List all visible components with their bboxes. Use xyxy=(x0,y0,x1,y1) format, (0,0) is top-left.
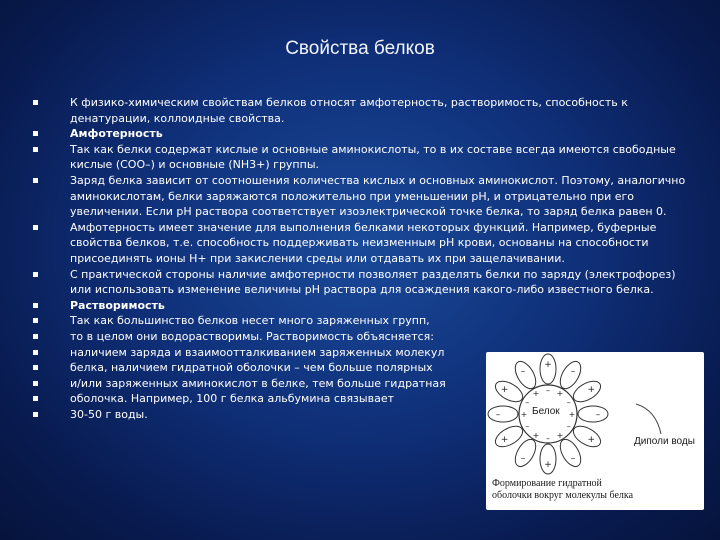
bullet-item xyxy=(33,126,688,142)
bullet-item xyxy=(33,329,490,345)
bullet-heading: Амфотерность xyxy=(70,127,163,141)
dipole-charge-sign: – xyxy=(570,366,576,377)
bullet-marker xyxy=(33,100,38,105)
bullet-marker xyxy=(33,303,38,308)
bullet-item xyxy=(33,95,688,126)
dipole-charge-sign: + xyxy=(544,460,552,470)
bullet-text: Так как большинство белков несет много заряженных групп, xyxy=(70,314,430,328)
figure-caption-line1: Формирование гидратной xyxy=(492,478,602,489)
bullet-item xyxy=(33,345,490,361)
bullet-marker xyxy=(33,318,38,323)
bullet-marker xyxy=(33,225,38,230)
dipole-charge-sign: + xyxy=(500,385,509,395)
hydration-shell-figure xyxy=(486,352,704,510)
bullet-item xyxy=(33,173,688,220)
bullet-item xyxy=(33,267,688,298)
bullet-marker xyxy=(33,381,38,386)
protein-charge-sign: – xyxy=(546,386,550,395)
slide-title: Свойства белков xyxy=(285,38,435,59)
bullet-marker xyxy=(33,272,38,277)
bullet-text: К физико-химическим свойствам белков относят амфотерность, растворимость, способность к денатурации, коллоидные свойства. xyxy=(70,96,628,125)
water-dipole xyxy=(488,406,518,422)
bullet-text: наличием заряда и взаимоотталкиванием заряженных молекул xyxy=(70,345,445,359)
water-dipole xyxy=(578,406,608,422)
bullet-text: белка, наличием гидратной оболочки – чем больше полярных xyxy=(70,361,433,375)
bullet-item xyxy=(33,142,688,173)
bullet-marker xyxy=(33,396,38,401)
protein-charge-sign: + xyxy=(556,389,564,399)
protein-charge-sign: + xyxy=(568,410,576,419)
dipole-charge-sign: + xyxy=(544,360,552,370)
bullet-item xyxy=(33,313,490,329)
bullet-text: 30-50 г воды. xyxy=(70,407,148,421)
protein-charge-sign: – xyxy=(566,398,571,407)
bullet-item xyxy=(33,376,490,392)
bullet-marker xyxy=(33,131,38,136)
dipole-charge-sign: – xyxy=(595,410,601,420)
bullet-text: Амфотерность имеет значение для выполнения белками некоторых функций. Например, буферные свойства белков, т.е. способность поддерживать неизменным рН крови, основаны на способности присоединять ионы Н+ при закислении среды или отдавать их при защелачивании. xyxy=(70,220,657,265)
protein-charge-sign: – xyxy=(546,434,550,443)
bullet-text: Заряд белка зависит от соотношения количества кислых и основных аминокислот. Поэтому, аналогично аминокислотам, белки заряжаются положительно при уменьшении рН, и отрицательно при его увеличении. Если рН раствора соответствует изоэлектрической точке белка, то заряд белка равен 0. xyxy=(70,173,686,219)
dipole-charge-sign: + xyxy=(587,385,596,395)
dipole-charge-sign: – xyxy=(495,410,501,420)
protein-charge-sign: + xyxy=(556,430,564,440)
bullet-item xyxy=(33,220,688,267)
protein-charge-sign: + xyxy=(532,430,540,440)
bullet-marker xyxy=(33,147,38,152)
bullet-item xyxy=(33,391,490,407)
protein-charge-sign: – xyxy=(566,422,571,431)
dipole-charge-sign: + xyxy=(587,435,596,445)
bullet-heading: Растворимость xyxy=(70,298,165,312)
dipoles-label: Диполи воды xyxy=(634,436,695,447)
bullet-item xyxy=(33,407,490,423)
dipole-charge-sign: – xyxy=(520,453,526,464)
bullet-text: оболочка. Например, 100 г белка альбумина связывает xyxy=(70,392,394,406)
bullet-marker xyxy=(33,334,38,339)
figure-caption-line2: оболочки вокруг молекулы белка xyxy=(492,490,634,501)
bullet-marker xyxy=(33,365,38,370)
protein-charge-sign: + xyxy=(532,389,540,399)
bullet-text: Так как белки содержат кислые и основные аминокислоты, то в их составе всегда имеются свободные кислые (СОО–) и основные (NH3+) группы. xyxy=(70,142,676,172)
protein-label: Белок xyxy=(532,406,560,417)
bullet-text: и/или заряженных аминокислот в белке, тем больше гидратная xyxy=(70,376,446,390)
dipole-charge-sign: – xyxy=(520,366,526,377)
bullet-marker xyxy=(33,412,38,417)
dipole-charge-sign: + xyxy=(500,435,509,445)
bullet-item xyxy=(33,360,490,376)
pointer-line xyxy=(636,404,661,434)
protein-charge-sign: – xyxy=(525,422,530,431)
bullet-text: С практической стороны наличие амфотерности позволяет разделять белки по заряду (электрофорез) или использовать изменение величины рН раствора для осаждения какого-либо известного белка. xyxy=(70,267,676,297)
protein-charge-sign: – xyxy=(525,398,530,407)
dipole-charge-sign: – xyxy=(570,453,576,464)
protein-charge-sign: + xyxy=(520,410,528,419)
bullet-marker xyxy=(33,178,38,183)
bullet-marker xyxy=(33,350,38,355)
bullet-text: то в целом они водорастворимы. Растворимость объясняется: xyxy=(70,329,434,343)
bullet-item xyxy=(33,298,688,314)
